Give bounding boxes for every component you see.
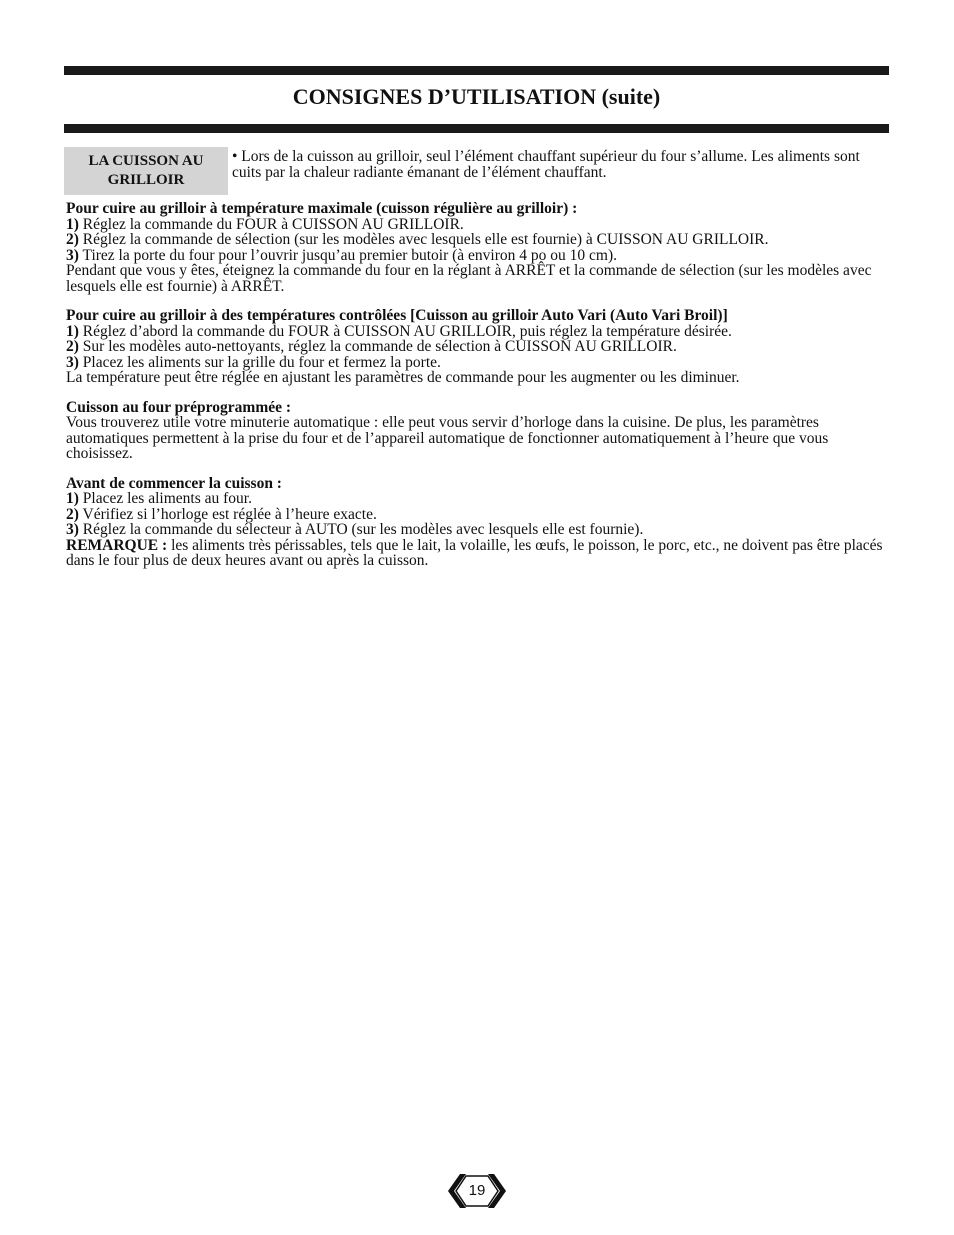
step-number: 1) xyxy=(66,490,79,507)
step-number: 2) xyxy=(66,338,79,355)
step-number: 3) xyxy=(66,521,79,538)
page-title: CONSIGNES D’UTILISATION (suite) xyxy=(292,84,661,109)
step-text: Réglez la commande du FOUR à CUISSON AU GRILLOIR. xyxy=(78,215,464,233)
step-text: Sur les modèles auto-nettoyants, réglez la commande de sélection à CUISSON AU GRILLOIR. xyxy=(78,338,677,355)
top-rule xyxy=(64,66,889,75)
step-number: 1) xyxy=(66,215,79,233)
step-line xyxy=(66,522,889,538)
section-controlled-broil xyxy=(66,308,889,386)
section-heading: Avant de commencer la cuisson : xyxy=(66,474,282,492)
step-line xyxy=(66,248,889,264)
body-content xyxy=(66,201,889,569)
step-text: Tirez la porte du four pour l’ouvrir jusqu’au premier butoir (à environ 4 po ou 10 cm). xyxy=(78,246,617,264)
step-text: Vérifiez si l’horloge est réglée à l’heure exacte. xyxy=(78,505,377,523)
section-heading: Pour cuire au grilloir à des températures contrôlées [Cuisson au grilloir Auto Vari (Auto Vari Broil)] xyxy=(66,307,728,324)
step-line xyxy=(66,232,889,248)
step-text: Réglez d’abord la commande du FOUR à CUISSON AU GRILLOIR, puis réglez la température désirée. xyxy=(78,322,732,340)
step-number: 1) xyxy=(66,322,79,340)
page-number: 19 xyxy=(468,1182,486,1199)
section-preprogrammed xyxy=(66,400,889,462)
side-label-text: LA CUISSON AU GRILLOIR xyxy=(88,153,204,188)
intro-paragraph: • Lors de la cuisson au grilloir, seul l’élément chauffant supérieur du four s’allume. Les aliments sont cuits par la chaleur radiante émanant de l’élément chauffant. xyxy=(232,148,860,181)
step-line xyxy=(66,355,889,371)
step-number: 3) xyxy=(66,353,79,371)
remark-text: les aliments très périssables, tels que le lait, la volaille, les œufs, le poisson, le porc, etc., ne doivent pas être placés dans le four plus de deux heures avant ou après la cuisson. xyxy=(66,536,883,569)
step-line xyxy=(66,324,889,340)
section-note: Pendant que vous y êtes, éteignez la commande du four en la réglant à ARRÊT et la commande de sélection (sur les modèles avec lesquels elle est fournie) à ARRÊT. xyxy=(66,262,872,295)
step-text: Placez les aliments sur la grille du four et fermez la porte. xyxy=(78,353,441,371)
step-number: 3) xyxy=(66,246,79,264)
bottom-rule xyxy=(64,124,889,133)
step-text: Réglez la commande de sélection (sur les modèles avec lesquels elle est fournie) à CUISSON AU GRILLOIR. xyxy=(78,231,769,248)
step-text: Réglez la commande du sélecteur à AUTO (sur les modèles avec lesquels elle est fournie). xyxy=(78,521,644,538)
step-line xyxy=(66,491,889,507)
step-number: 2) xyxy=(66,505,79,523)
section-max-broil xyxy=(66,201,889,294)
step-line xyxy=(66,507,889,523)
page-number-badge xyxy=(446,1173,508,1209)
remark-line xyxy=(66,538,889,569)
section-text: Vous trouverez utile votre minuterie automatique : elle peut vous servir d’horloge dans la cuisine. De plus, les paramètres automatiques permettent à la prise du four et de l’appareil automatique de fonctionner automatiquement à l’heure que vous choisissez. xyxy=(66,414,829,462)
section-heading: Cuisson au four préprogrammée : xyxy=(66,398,292,416)
section-heading: Pour cuire au grilloir à température maximale (cuisson régulière au grilloir) : xyxy=(66,200,578,217)
step-line xyxy=(66,339,889,355)
side-label-box xyxy=(64,147,228,195)
section-before-cooking xyxy=(66,476,889,569)
step-number: 2) xyxy=(66,231,79,248)
section-note: La température peut être réglée en ajustant les paramètres de commande pour les augmenter ou les diminuer. xyxy=(66,369,740,386)
step-line xyxy=(66,217,889,233)
step-text: Placez les aliments au four. xyxy=(78,490,252,507)
remark-label: REMARQUE : xyxy=(66,536,168,554)
